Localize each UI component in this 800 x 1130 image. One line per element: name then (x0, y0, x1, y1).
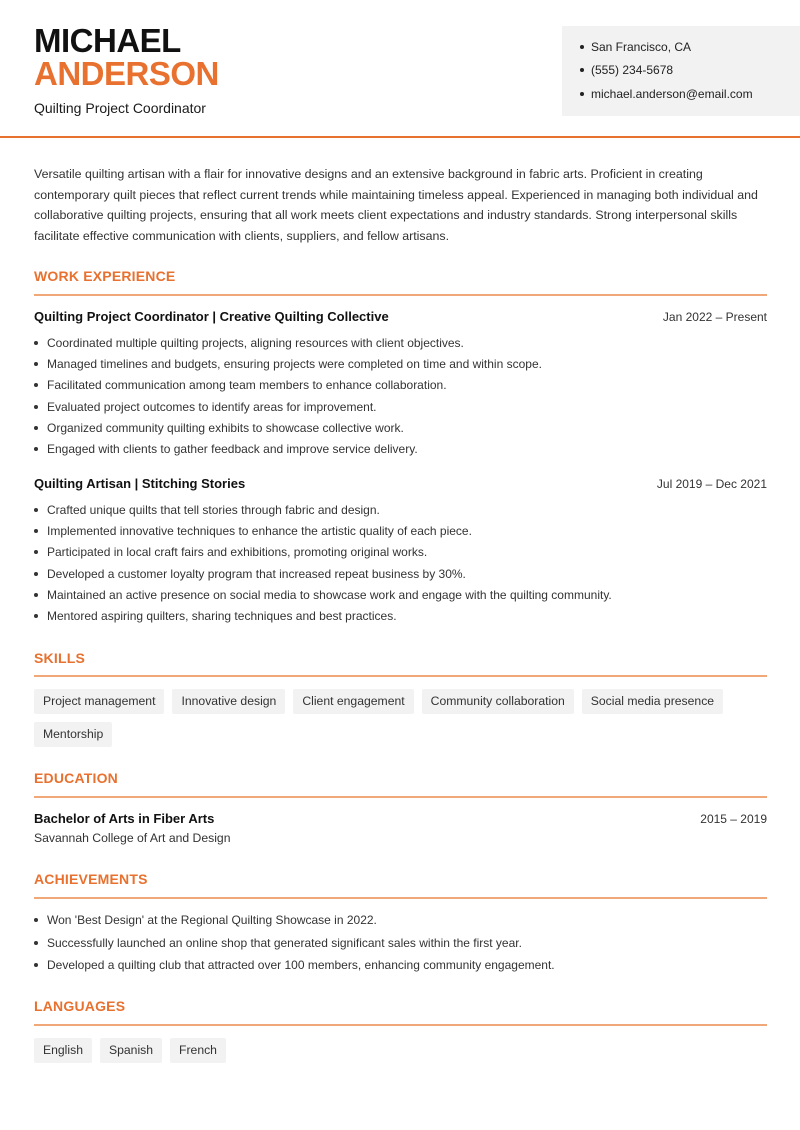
skill-tag: Mentorship (34, 722, 112, 747)
contact-box (562, 26, 800, 116)
job-dates: Jan 2022 – Present (662, 310, 767, 324)
bullet-icon (34, 447, 38, 451)
list-item: Participated in local craft fairs and exhibitions, promoting original works. (34, 542, 767, 563)
job-name: Quilting Project Coordinator | Creative Quilting Collective (34, 309, 389, 324)
bullet-icon (34, 572, 38, 576)
section-title-languages: LANGUAGES (34, 998, 126, 1014)
skill-tag: Project management (34, 689, 164, 714)
contact-email[interactable]: michael.anderson@email.com (580, 82, 800, 106)
bullet-icon (580, 68, 584, 72)
bullet-icon (34, 405, 38, 409)
list-item: Organized community quilting exhibits to showcase collective work. (34, 417, 767, 438)
skill-tag: Community collaboration (422, 689, 574, 714)
section-title-work: WORK EXPERIENCE (34, 268, 176, 284)
bullet-icon (34, 362, 38, 366)
section-divider (34, 675, 767, 677)
last-name: ANDERSON (34, 55, 219, 92)
skill-tag: Client engagement (293, 689, 413, 714)
language-tag: English (34, 1038, 92, 1063)
first-name: MICHAEL (34, 22, 181, 59)
resume-header (0, 0, 800, 138)
list-item: Crafted unique quilts that tell stories through fabric and design. (34, 499, 767, 520)
bullet-icon (34, 341, 38, 345)
bullet-icon (34, 529, 38, 533)
list-item: Successfully launched an online shop that generated significant sales within the first year. (34, 932, 767, 955)
bullet-icon (580, 92, 584, 96)
bullet-icon (34, 508, 38, 512)
list-item: Mentored aspiring quilters, sharing techniques and best practices. (34, 605, 767, 626)
bullet-icon (34, 426, 38, 430)
skill-tag: Innovative design (172, 689, 285, 714)
section-divider (34, 1024, 767, 1026)
section-divider (34, 796, 767, 798)
job-bullets (34, 499, 767, 627)
section-divider (34, 294, 767, 296)
list-item: Developed a customer loyalty program that increased repeat business by 30%. (34, 563, 767, 584)
contact-location: San Francisco, CA (580, 35, 800, 59)
job-heading (34, 309, 767, 324)
bullet-icon (34, 963, 38, 967)
skill-tag: Social media presence (582, 689, 723, 714)
list-item: Coordinated multiple quilting projects, aligning resources with client objectives. (34, 332, 767, 353)
list-item: Managed timelines and budgets, ensuring projects were completed on time and within scope. (34, 353, 767, 374)
contact-phone: (555) 234-5678 (580, 59, 800, 83)
list-item: Won 'Best Design' at the Regional Quilting Showcase in 2022. (34, 909, 767, 932)
bullet-icon (34, 383, 38, 387)
bullet-icon (34, 593, 38, 597)
bullet-icon (580, 45, 584, 49)
section-title-achievements: ACHIEVEMENTS (34, 871, 148, 887)
section-title-education: EDUCATION (34, 770, 118, 786)
bullet-icon (34, 614, 38, 618)
education-heading (34, 811, 767, 826)
list-item: Evaluated project outcomes to identify areas for improvement. (34, 396, 767, 417)
job-heading (34, 476, 767, 491)
school-name: Savannah College of Art and Design (34, 831, 231, 845)
language-tag: Spanish (100, 1038, 162, 1063)
language-tag: French (170, 1038, 226, 1063)
job-name: Quilting Artisan | Stitching Stories (34, 476, 246, 491)
section-divider (34, 897, 767, 899)
summary-text: Versatile quilting artisan with a flair for innovative designs and an extensive background in fabric arts. Proficient in creating contemporary quilt pieces that reflect current trends while maintaining timeless appeal. Experienced in managing both individual and collaborative quilting projects, ensuring that all work meets client expectations and industry standards. Strong interpersonal skills facilitate effective communication with clients, suppliers, and fellow artisans. (34, 167, 758, 243)
section-title-skills: SKILLS (34, 650, 85, 666)
languages-list (34, 1038, 767, 1063)
list-item: Facilitated communication among team members to enhance collaboration. (34, 375, 767, 396)
list-item: Implemented innovative techniques to enhance the artistic quality of each piece. (34, 520, 767, 541)
list-item: Engaged with clients to gather feedback and improve service delivery. (34, 438, 767, 459)
list-item: Developed a quilting club that attracted over 100 members, enhancing community engagement. (34, 954, 767, 977)
degree-name: Bachelor of Arts in Fiber Arts (34, 811, 215, 826)
achievements-list (34, 909, 767, 977)
list-item: Maintained an active presence on social media to showcase work and engage with the quilting community. (34, 584, 767, 605)
bullet-icon (34, 941, 38, 945)
bullet-icon (34, 918, 38, 922)
skills-list (34, 689, 767, 747)
job-bullets (34, 332, 767, 460)
job-title: Quilting Project Coordinator (34, 100, 206, 116)
education-dates: 2015 – 2019 (700, 812, 767, 826)
job-dates: Jul 2019 – Dec 2021 (656, 477, 767, 491)
bullet-icon (34, 550, 38, 554)
